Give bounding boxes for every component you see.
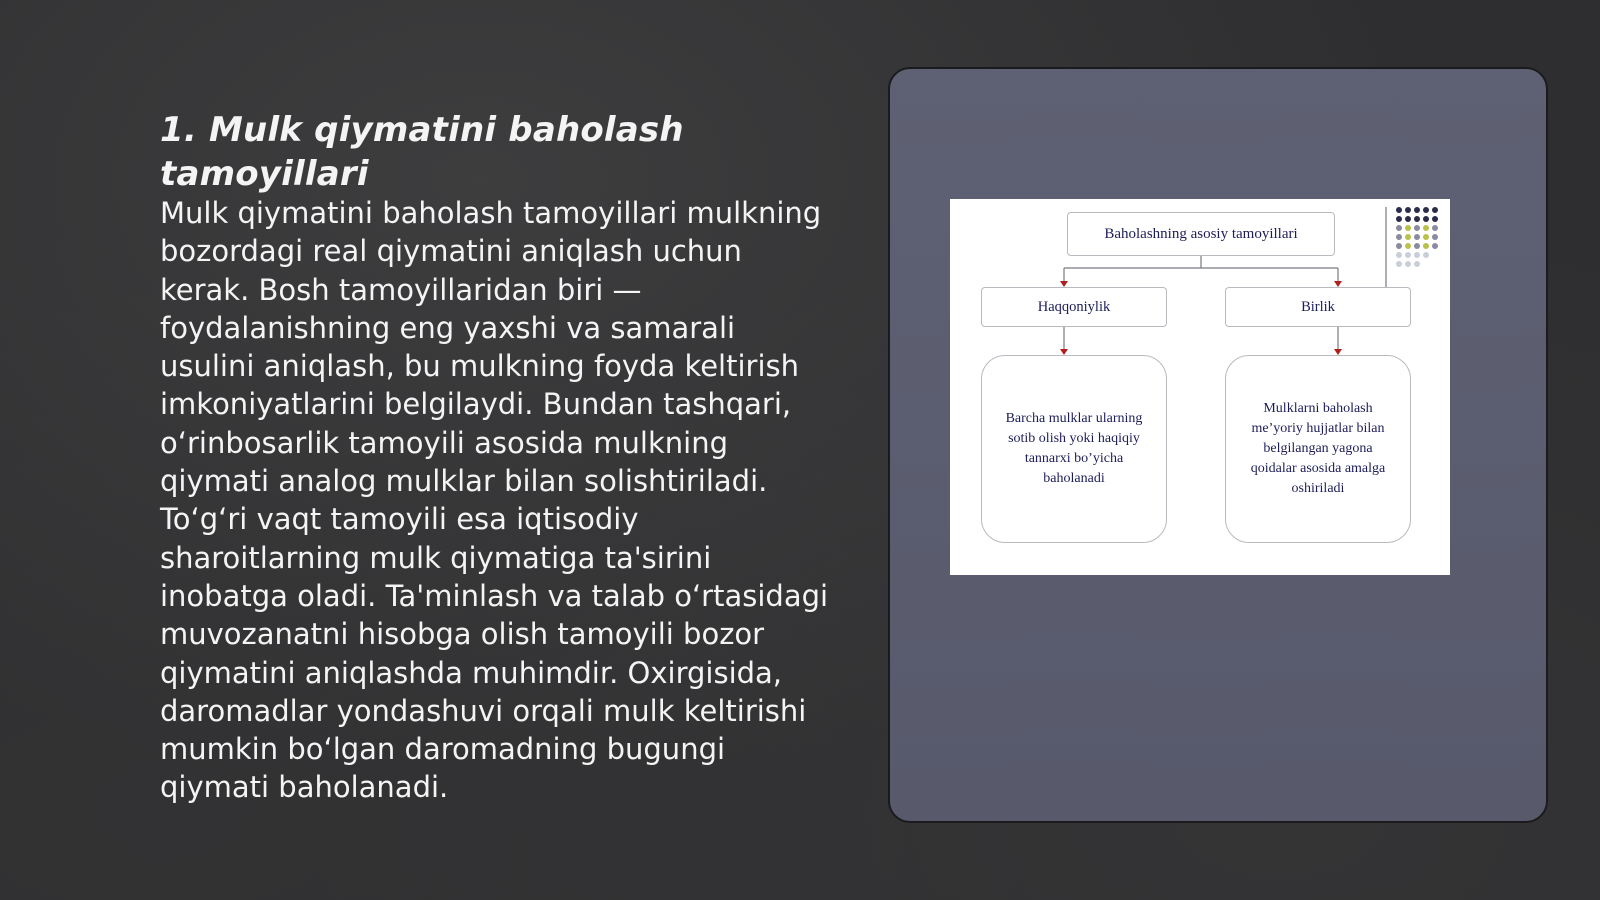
decorative-dot [1414, 207, 1420, 213]
decorative-dot [1432, 243, 1438, 249]
decorative-dot [1432, 207, 1438, 213]
decorative-dot [1405, 252, 1411, 258]
diagram-left-label-box: Haqqoniylik [981, 287, 1167, 327]
slide-title: 1. Mulk qiymatini baholash tamoyillari [160, 110, 684, 194]
principles-diagram [950, 199, 1450, 575]
decorative-dot [1396, 234, 1402, 240]
decorative-dot [1405, 207, 1411, 213]
decorative-dot [1423, 243, 1429, 249]
decorative-dot [1414, 234, 1420, 240]
decorative-dot [1396, 216, 1402, 222]
text-block [160, 108, 830, 807]
slide-body-text: Mulk qiymatini baholash tamoyillari mulkning bozordagi real qiymatini aniqlash uchun kerak. Bosh tamoyillaridan biri — foydalanishning eng yaxshi va samarali usulini aniqlash, bu mulkning foyda keltirish imkoniyatlarini belgilaydi. Bundan tashqari, oʻrinbosarlik tamoyili asosida mulkning qiymati analog mulklar bilan solishtiriladi. Toʻgʻri vaqt tamoyili esa iqtisodiy sharoitlarning mulk qiymatiga ta'sirini inobatga oladi. Ta'minlash va talab oʻrtasidagi muvozanatni hisobga olish tamoyili bozor qiymatini aniqlashda muhimdir. Oxirgisida, daromadlar yondashuvi orqali mulk keltirishi mumkin boʻlgan daromadning bugungi qiymati baholanadi. [160, 196, 829, 805]
decorative-dot [1414, 243, 1420, 249]
diagram-root-box: Baholashning asosiy tamoyillari [1067, 212, 1335, 256]
decorative-dot [1414, 216, 1420, 222]
decorative-dot [1405, 243, 1411, 249]
diagram-left-desc-box: Barcha mulklar ularning sotib olish yoki haqiqiy tannarxi bo’yicha baholanadi [981, 355, 1167, 543]
decorative-dot [1396, 252, 1402, 258]
decorative-dot [1423, 207, 1429, 213]
decorative-dot [1414, 252, 1420, 258]
decorative-dot [1432, 216, 1438, 222]
diagram-right-desc-box: Mulklarni baholash me’yoriy hujjatlar bilan belgilangan yagona qoidalar asosida amalga oshiriladi [1225, 355, 1411, 543]
decorative-dot [1396, 207, 1402, 213]
decorative-dot [1405, 261, 1411, 267]
diagram-right-label-box: Birlik [1225, 287, 1411, 327]
decorative-dot [1423, 234, 1429, 240]
decorative-dot [1396, 243, 1402, 249]
decorative-dot [1414, 225, 1420, 231]
decorative-dot [1396, 225, 1402, 231]
decorative-dot [1396, 261, 1402, 267]
decorative-dot [1423, 216, 1429, 222]
decorative-dot [1432, 234, 1438, 240]
decorative-dot [1423, 225, 1429, 231]
decorative-dot [1432, 225, 1438, 231]
decorative-dot [1405, 216, 1411, 222]
decorative-dot-grid [1396, 207, 1444, 279]
decorative-dot [1423, 252, 1429, 258]
decorative-dot [1414, 261, 1420, 267]
decorative-dot [1405, 234, 1411, 240]
decorative-dot [1405, 225, 1411, 231]
